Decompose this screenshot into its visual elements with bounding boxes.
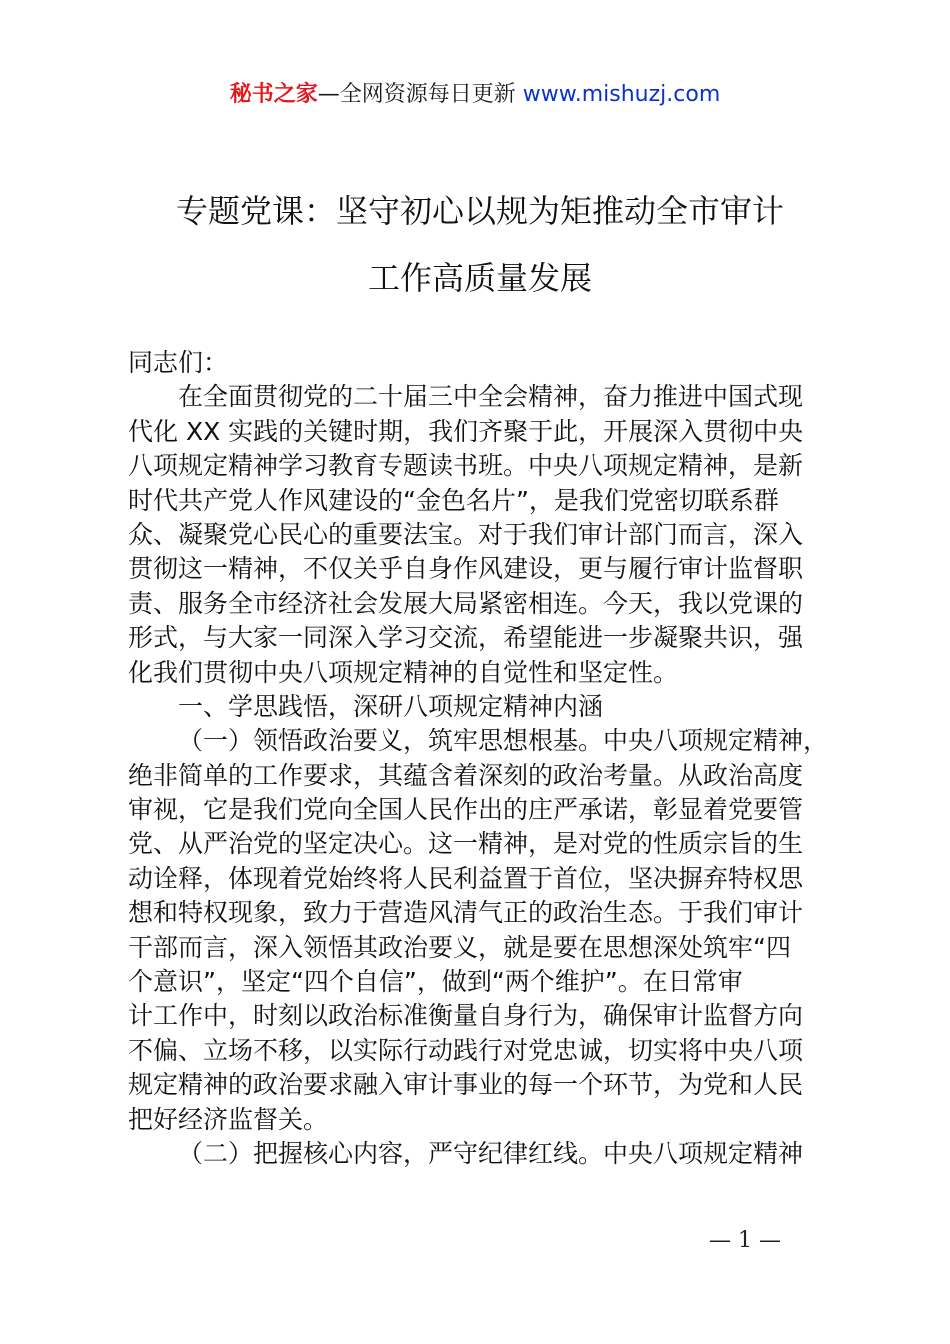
site-brand: 秘书之家 (229, 82, 318, 107)
paragraph-line: 动诠释，体现着党始终将人民利益置于首位，坚决摒弃特权思 (128, 863, 804, 893)
subsection-line: （二）把握核心内容，严守纪律红线。中央八项规定精神 (178, 1138, 804, 1168)
paragraph-line: 个意识”，坚定“四个自信”，做到“两个维护”。在日常审 (128, 967, 743, 997)
paragraph-line: 不偏、立场不移，以实际行动践行对党忠诚，切实将中央八项 (128, 1035, 804, 1065)
salutation: 同志们： (128, 348, 229, 377)
paragraph-line: 把好经济监督关。 (128, 1104, 329, 1134)
paragraph-line: 计工作中，时刻以政治标准衡量自身行为，确保审计监督方向 (128, 1001, 804, 1031)
site-header (0, 78, 950, 112)
paragraph-line: 化我们贯彻中央八项规定精神的自觉性和坚定性。 (128, 657, 679, 687)
paragraph-line: 代化 XX 实践的关键时期，我们齐聚于此，开展深入贯彻中央 (128, 416, 804, 446)
page-number: — 1 — (709, 1228, 781, 1253)
paragraph-line: 贯彻这一精神，不仅关乎自身作风建设，更与履行审计监督职 (128, 554, 804, 584)
paragraph-line: 规定精神的政治要求融入审计事业的每一个环节，为党和人民 (128, 1070, 804, 1100)
paragraph-line: 时代共产党人作风建设的“金色名片”，是我们党密切联系群 (128, 485, 779, 515)
document-title-line-1: 专题党课：坚守初心以规为矩推动全市审计 (175, 192, 784, 230)
document-title-line-2: 工作高质量发展 (367, 259, 592, 297)
paragraph-line: 想和特权现象，致力于营造风清气正的政治生态。于我们审计 (128, 898, 804, 928)
document-body (128, 346, 868, 1171)
paragraph-line: 八项规定精神学习教育专题读书班。中央八项规定精神，是新 (128, 451, 804, 481)
subsection-line: （一）领悟政治要义，筑牢思想根基。中央八项规定精神， (178, 726, 829, 756)
paragraph-line: 绝非简单的工作要求，其蕴含着深刻的政治考量。从政治高度 (128, 760, 804, 790)
paragraph-line: 众、凝聚党心民心的重要法宝。对于我们审计部门而言，深入 (128, 519, 804, 549)
paragraph-line: 审视，它是我们党向全国人民作出的庄严承诺，彰显着党要管 (128, 795, 804, 825)
paragraph-line: 党、从严治党的坚定决心。这一精神，是对党的性质宗旨的生 (128, 829, 804, 859)
paragraph-line: 形式，与大家一同深入学习交流，希望能进一步凝聚共识，强 (128, 623, 804, 653)
paragraph-line: 在全面贯彻党的二十届三中全会精神，奋力推进中国式现 (178, 382, 804, 412)
paragraph-line: 责、服务全市经济社会发展大局紧密相连。今天，我以党课的 (128, 588, 804, 618)
paragraph-line: 干部而言，深入领悟其政治要义，就是要在思想深处筑牢“四 (128, 932, 791, 962)
site-url-link[interactable]: www.mishuzj.com (522, 82, 721, 107)
site-slogan: —全网资源每日更新 (317, 82, 523, 107)
section-heading: 一、学思践悟，深研八项规定精神内涵 (178, 691, 604, 721)
